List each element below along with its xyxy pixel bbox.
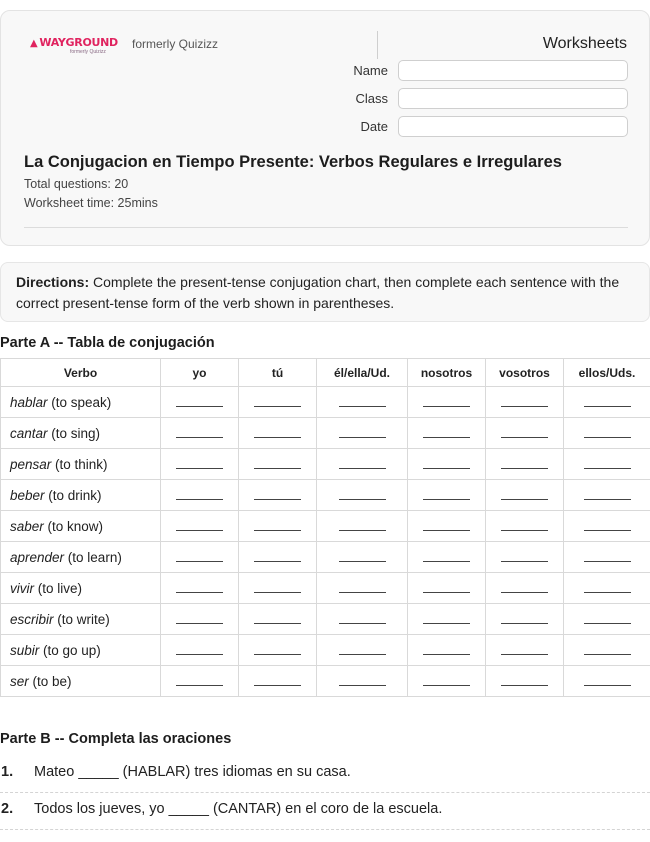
blank-underline <box>423 592 470 593</box>
verb-gloss: (to speak) <box>47 394 112 410</box>
answer-blank[interactable] <box>317 604 408 635</box>
sentence-number: 1. <box>1 764 14 780</box>
verb-infinitive: ser <box>10 673 29 689</box>
total-questions: Total questions: 20 <box>24 177 129 191</box>
answer-blank[interactable] <box>564 666 650 697</box>
table-row <box>1 387 650 418</box>
answer-blank[interactable] <box>564 604 650 635</box>
column-header: él/ella/Ud. <box>317 359 408 387</box>
verb-infinitive: aprender <box>10 549 65 565</box>
blank-underline <box>254 530 301 531</box>
blank-underline <box>176 623 223 624</box>
blank-underline <box>254 561 301 562</box>
answer-blank[interactable] <box>317 418 408 449</box>
answer-blank[interactable] <box>564 387 650 418</box>
answer-blank[interactable] <box>486 666 564 697</box>
verb-infinitive: subir <box>10 642 40 658</box>
worksheets-label: Worksheets <box>542 35 627 52</box>
verb-cell <box>1 387 161 418</box>
blank-underline <box>176 437 223 438</box>
answer-blank[interactable] <box>564 635 650 666</box>
answer-blank[interactable] <box>161 449 239 480</box>
sentence-text: Mateo _____ (HABLAR) tres idiomas en su casa. <box>34 764 351 780</box>
answer-blank[interactable] <box>408 418 486 449</box>
worksheet-time: Worksheet time: 25mins <box>24 196 158 210</box>
blank-underline <box>584 530 631 531</box>
column-header: yo <box>161 359 239 387</box>
blank-underline <box>339 437 386 438</box>
blank-underline <box>584 468 631 469</box>
answer-blank[interactable] <box>564 418 650 449</box>
verb-cell <box>1 635 161 666</box>
blank-underline <box>584 437 631 438</box>
blank-underline <box>176 468 223 469</box>
blank-underline <box>501 499 548 500</box>
blank-underline <box>423 468 470 469</box>
blank-underline <box>423 623 470 624</box>
table-row <box>1 418 650 449</box>
answer-blank[interactable] <box>408 666 486 697</box>
answer-blank[interactable] <box>161 511 239 542</box>
blank-underline <box>176 499 223 500</box>
answer-blank[interactable] <box>161 387 239 418</box>
table-row <box>1 573 650 604</box>
verb-cell <box>1 480 161 511</box>
verb-infinitive: escribir <box>10 611 54 627</box>
verb-cell <box>1 511 161 542</box>
verb-gloss: (to write) <box>53 611 110 627</box>
blank-underline <box>339 685 386 686</box>
verb-gloss: (to know) <box>43 518 104 534</box>
blank-underline <box>339 406 386 407</box>
worksheet-header <box>0 10 650 246</box>
blank-underline <box>423 406 470 407</box>
blank-underline <box>584 623 631 624</box>
blank-underline <box>501 468 548 469</box>
class-field[interactable] <box>398 88 628 109</box>
answer-blank[interactable] <box>486 480 564 511</box>
table-header-row <box>1 359 650 387</box>
verb-infinitive: vivir <box>10 580 34 596</box>
verb-gloss: (to drink) <box>44 487 102 503</box>
answer-blank[interactable] <box>317 635 408 666</box>
blank-underline <box>501 654 548 655</box>
formerly-label: formerly Quizizz <box>132 37 219 51</box>
blank-underline <box>339 623 386 624</box>
answer-blank[interactable] <box>317 542 408 573</box>
answer-blank[interactable] <box>408 573 486 604</box>
blank-underline <box>176 530 223 531</box>
column-header: ellos/Uds. <box>564 359 650 387</box>
answer-blank[interactable] <box>161 418 239 449</box>
wayground-logo <box>30 36 120 66</box>
answer-blank[interactable] <box>161 480 239 511</box>
conjugation-table <box>0 358 650 697</box>
answer-blank[interactable] <box>486 387 564 418</box>
answer-blank[interactable] <box>408 604 486 635</box>
directions-text: Complete the present-tense conjugation chart, then complete each sentence with the correct present-tense form of the verb shown in parentheses. <box>16 274 620 311</box>
table-row <box>1 511 650 542</box>
answer-blank[interactable] <box>486 635 564 666</box>
answer-blank[interactable] <box>239 480 317 511</box>
blank-underline <box>423 654 470 655</box>
answer-blank[interactable] <box>486 542 564 573</box>
verb-gloss: (to live) <box>34 580 83 596</box>
answer-blank[interactable] <box>317 573 408 604</box>
answer-blank[interactable] <box>486 573 564 604</box>
verb-infinitive: beber <box>10 487 45 503</box>
blank-underline <box>176 685 223 686</box>
answer-blank[interactable] <box>161 542 239 573</box>
sentence-item <box>0 793 650 830</box>
answer-blank[interactable] <box>161 604 239 635</box>
answer-blank[interactable] <box>486 604 564 635</box>
logo-text: WAYGROUND <box>39 36 118 49</box>
verb-cell <box>1 604 161 635</box>
blank-underline <box>339 499 386 500</box>
blank-underline <box>339 592 386 593</box>
verb-infinitive: pensar <box>10 456 52 472</box>
verb-gloss: (to go up) <box>39 642 101 658</box>
directions-label: Directions: <box>16 274 90 290</box>
verb-gloss: (to sing) <box>47 425 101 441</box>
blank-underline <box>254 654 301 655</box>
verb-cell <box>1 573 161 604</box>
answer-blank[interactable] <box>239 387 317 418</box>
answer-blank[interactable] <box>408 480 486 511</box>
verb-infinitive: saber <box>10 518 44 534</box>
header-divider <box>377 31 378 59</box>
blank-underline <box>501 406 548 407</box>
table-row <box>1 449 650 480</box>
verb-cell <box>1 666 161 697</box>
blank-underline <box>339 468 386 469</box>
blank-underline <box>584 685 631 686</box>
blank-underline <box>501 437 548 438</box>
sentence-text: Todos los jueves, yo _____ (CANTAR) en el coro de la escuela. <box>34 801 443 817</box>
answer-blank[interactable] <box>408 542 486 573</box>
logo-mark-icon: ▲ <box>30 38 38 49</box>
blank-underline <box>254 437 301 438</box>
answer-blank[interactable] <box>564 511 650 542</box>
answer-blank[interactable] <box>317 666 408 697</box>
answer-blank[interactable] <box>564 449 650 480</box>
conjugation-table-body <box>1 387 650 697</box>
blank-underline <box>501 592 548 593</box>
answer-blank[interactable] <box>317 511 408 542</box>
answer-blank[interactable] <box>317 480 408 511</box>
blank-underline <box>423 499 470 500</box>
worksheet-title: La Conjugacion en Tiempo Presente: Verbos Regulares e Irregulares <box>24 153 562 171</box>
blank-underline <box>584 592 631 593</box>
blank-underline <box>254 406 301 407</box>
answer-blank[interactable] <box>317 449 408 480</box>
answer-blank[interactable] <box>239 573 317 604</box>
answer-blank[interactable] <box>486 449 564 480</box>
answer-blank[interactable] <box>161 666 239 697</box>
column-header: Verbo <box>1 359 161 387</box>
directions-box <box>0 262 650 322</box>
answer-blank[interactable] <box>408 387 486 418</box>
answer-blank[interactable] <box>317 387 408 418</box>
blank-underline <box>176 406 223 407</box>
part-b-title: Parte B -- Completa las oraciones <box>0 731 232 747</box>
blank-underline <box>423 530 470 531</box>
answer-blank[interactable] <box>408 511 486 542</box>
header-divider-line <box>24 227 628 228</box>
column-header: tú <box>239 359 317 387</box>
answer-blank[interactable] <box>564 573 650 604</box>
answer-blank[interactable] <box>564 542 650 573</box>
answer-blank[interactable] <box>239 604 317 635</box>
blank-underline <box>584 406 631 407</box>
logo-subtext: formerly Quizizz <box>70 49 106 55</box>
blank-underline <box>254 468 301 469</box>
verb-cell <box>1 542 161 573</box>
blank-underline <box>339 654 386 655</box>
blank-underline <box>423 437 470 438</box>
blank-underline <box>423 685 470 686</box>
answer-blank[interactable] <box>564 480 650 511</box>
verb-infinitive: cantar <box>10 425 48 441</box>
blank-underline <box>254 499 301 500</box>
answer-blank[interactable] <box>239 418 317 449</box>
blank-underline <box>254 685 301 686</box>
table-row <box>1 635 650 666</box>
blank-underline <box>176 561 223 562</box>
answer-blank[interactable] <box>161 635 239 666</box>
answer-blank[interactable] <box>161 573 239 604</box>
table-row <box>1 480 650 511</box>
answer-blank[interactable] <box>408 449 486 480</box>
answer-blank[interactable] <box>486 418 564 449</box>
table-row <box>1 542 650 573</box>
column-header: nosotros <box>408 359 486 387</box>
name-label: Name <box>353 63 388 78</box>
blank-underline <box>176 592 223 593</box>
blank-underline <box>501 561 548 562</box>
blank-underline <box>501 685 548 686</box>
answer-blank[interactable] <box>239 449 317 480</box>
date-field[interactable] <box>398 116 628 137</box>
verb-gloss: (to think) <box>51 456 108 472</box>
verb-gloss: (to be) <box>28 673 72 689</box>
blank-underline <box>501 623 548 624</box>
answer-blank[interactable] <box>408 635 486 666</box>
part-a-title: Parte A -- Tabla de conjugación <box>0 335 215 351</box>
table-row <box>1 604 650 635</box>
sentence-number: 2. <box>1 801 14 817</box>
verb-gloss: (to learn) <box>64 549 122 565</box>
blank-underline <box>254 623 301 624</box>
blank-underline <box>584 499 631 500</box>
blank-underline <box>254 592 301 593</box>
verb-infinitive: hablar <box>10 394 48 410</box>
blank-underline <box>501 530 548 531</box>
answer-blank[interactable] <box>239 511 317 542</box>
table-row <box>1 666 650 697</box>
name-field[interactable] <box>398 60 628 81</box>
blank-underline <box>584 561 631 562</box>
date-label: Date <box>360 119 388 134</box>
verb-cell <box>1 449 161 480</box>
answer-blank[interactable] <box>486 511 564 542</box>
answer-blank[interactable] <box>239 542 317 573</box>
blank-underline <box>584 654 631 655</box>
blank-underline <box>423 561 470 562</box>
blank-underline <box>339 530 386 531</box>
verb-cell <box>1 418 161 449</box>
blank-underline <box>339 561 386 562</box>
answer-blank[interactable] <box>239 666 317 697</box>
class-label: Class <box>355 91 388 106</box>
answer-blank[interactable] <box>239 635 317 666</box>
blank-underline <box>176 654 223 655</box>
sentence-item <box>0 756 650 793</box>
column-header: vosotros <box>486 359 564 387</box>
